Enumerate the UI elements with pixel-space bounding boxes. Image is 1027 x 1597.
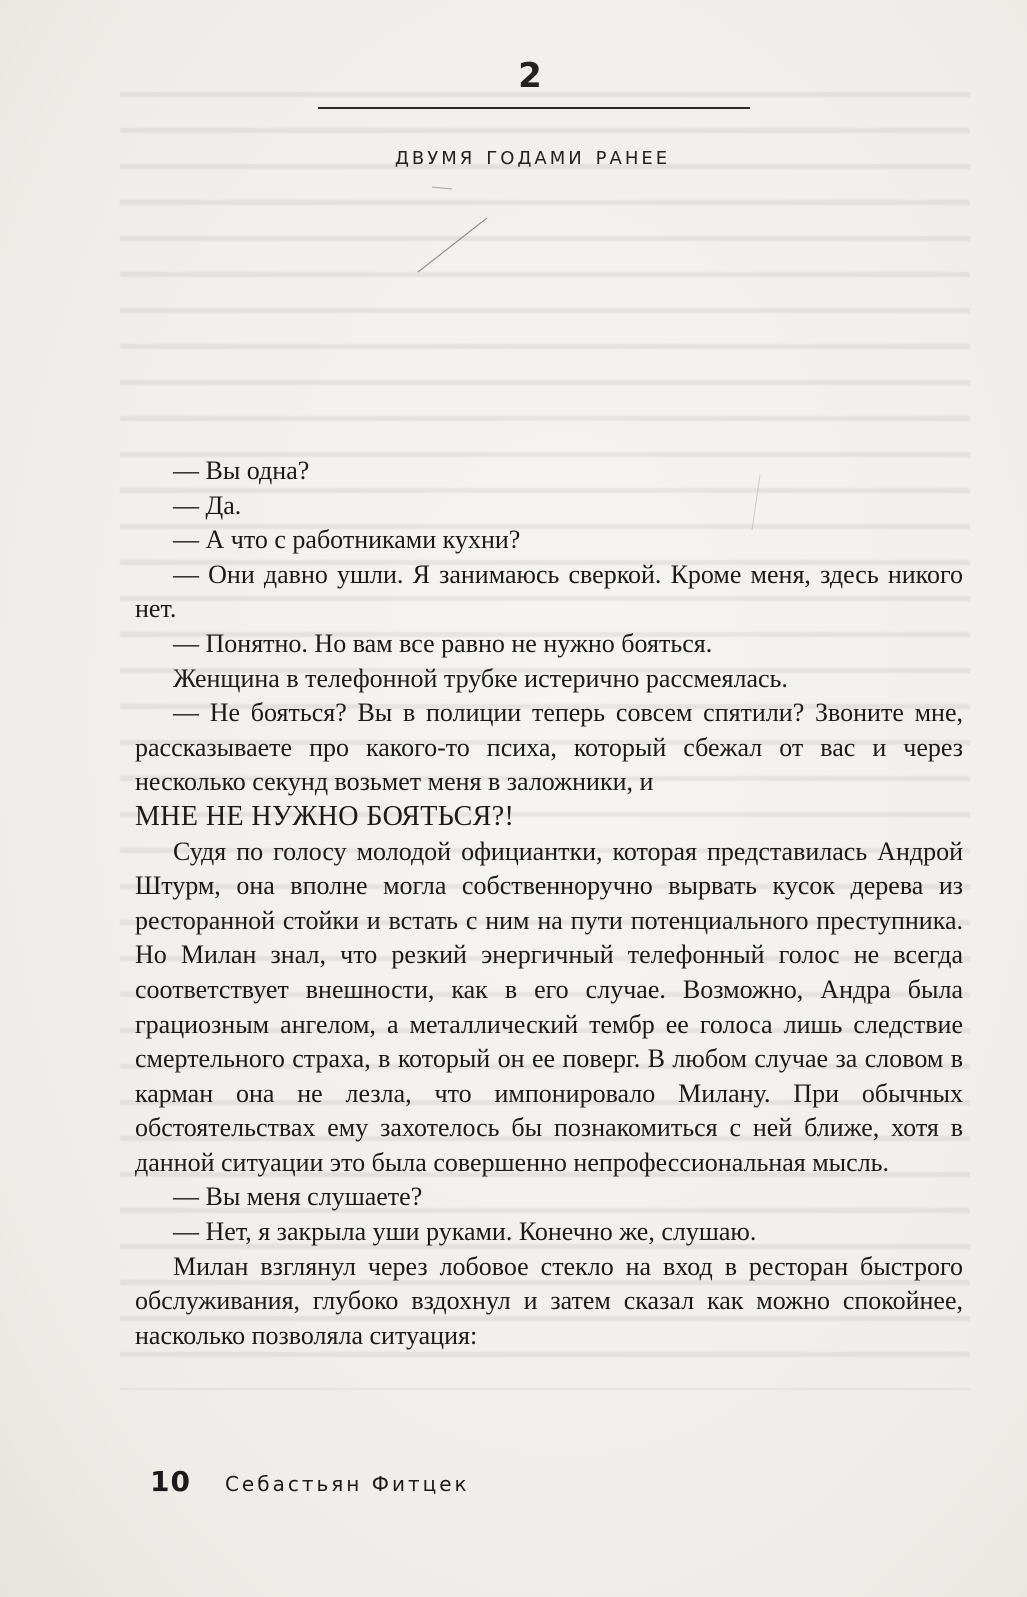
paragraph: — Вы меня слушаете?: [173, 1182, 423, 1212]
paragraph: — Да.: [173, 490, 242, 520]
running-author: Себастьян Фитцек: [224, 1472, 470, 1496]
paragraph: Милан взглянул через лобовое стекло на вход в ресторан быстрого обслуживания, глубоко вздохнул и затем сказал как можно спокойнее, насколько позволяла ситуация:: [135, 1251, 963, 1350]
paragraph: — Они давно ушли. Я занимаюсь сверкой. Кроме меня, здесь никого нет.: [135, 559, 963, 624]
paragraph: — А что с работниками кухни?: [173, 525, 521, 555]
paragraph: — Вы одна?: [173, 456, 310, 485]
page-number: 10: [150, 1465, 191, 1498]
paragraph-shouted-line: МНЕ НЕ НУЖНО БОЯТЬСЯ?!: [135, 800, 515, 832]
chapter-divider: [318, 107, 750, 109]
paragraph: — Нет, я закрыла уши руками. Конечно же, слушаю.: [173, 1217, 757, 1247]
paragraph: — Не бояться? Вы в полиции теперь совсем спятили? Звоните мне, рассказываете про какого-то психа, который сбежал от вас и через несколько секунд возьмет меня в заложники, и: [135, 698, 963, 797]
chapter-title: двумя годами ранее: [394, 141, 671, 170]
page-footer: [150, 1465, 470, 1498]
paragraph: Судя по голосу молодой официантки, которая представилась Андрой Штурм, она вполне могла собственноручно вырвать кусок дерева из ресторанной стойки и встать с ним на пути потенциального преступника. Но Милан знал, что резкий энергичный телефонный голос не всегда соответствует внешности, как в его случае. Возможно, Андра была грациозным ангелом, а металлический тембр ее голоса лишь следствие смертельного страха, в который он ее поверг. В любом случае за словом в карман она не лезла, что импонировало Милану. При обычных обстоятельствах ему захотелось бы познакомиться с ней ближе, хотя в данной ситуации это была совершенно непрофессиональная мысль.: [135, 836, 963, 1177]
body-text: [135, 454, 963, 1353]
paragraph: Женщина в телефонной трубке истерично рассмеялась.: [173, 663, 788, 693]
paragraph: — Понятно. Но вам все равно не нужно бояться.: [173, 628, 713, 658]
chapter-number: 2: [518, 56, 542, 96]
